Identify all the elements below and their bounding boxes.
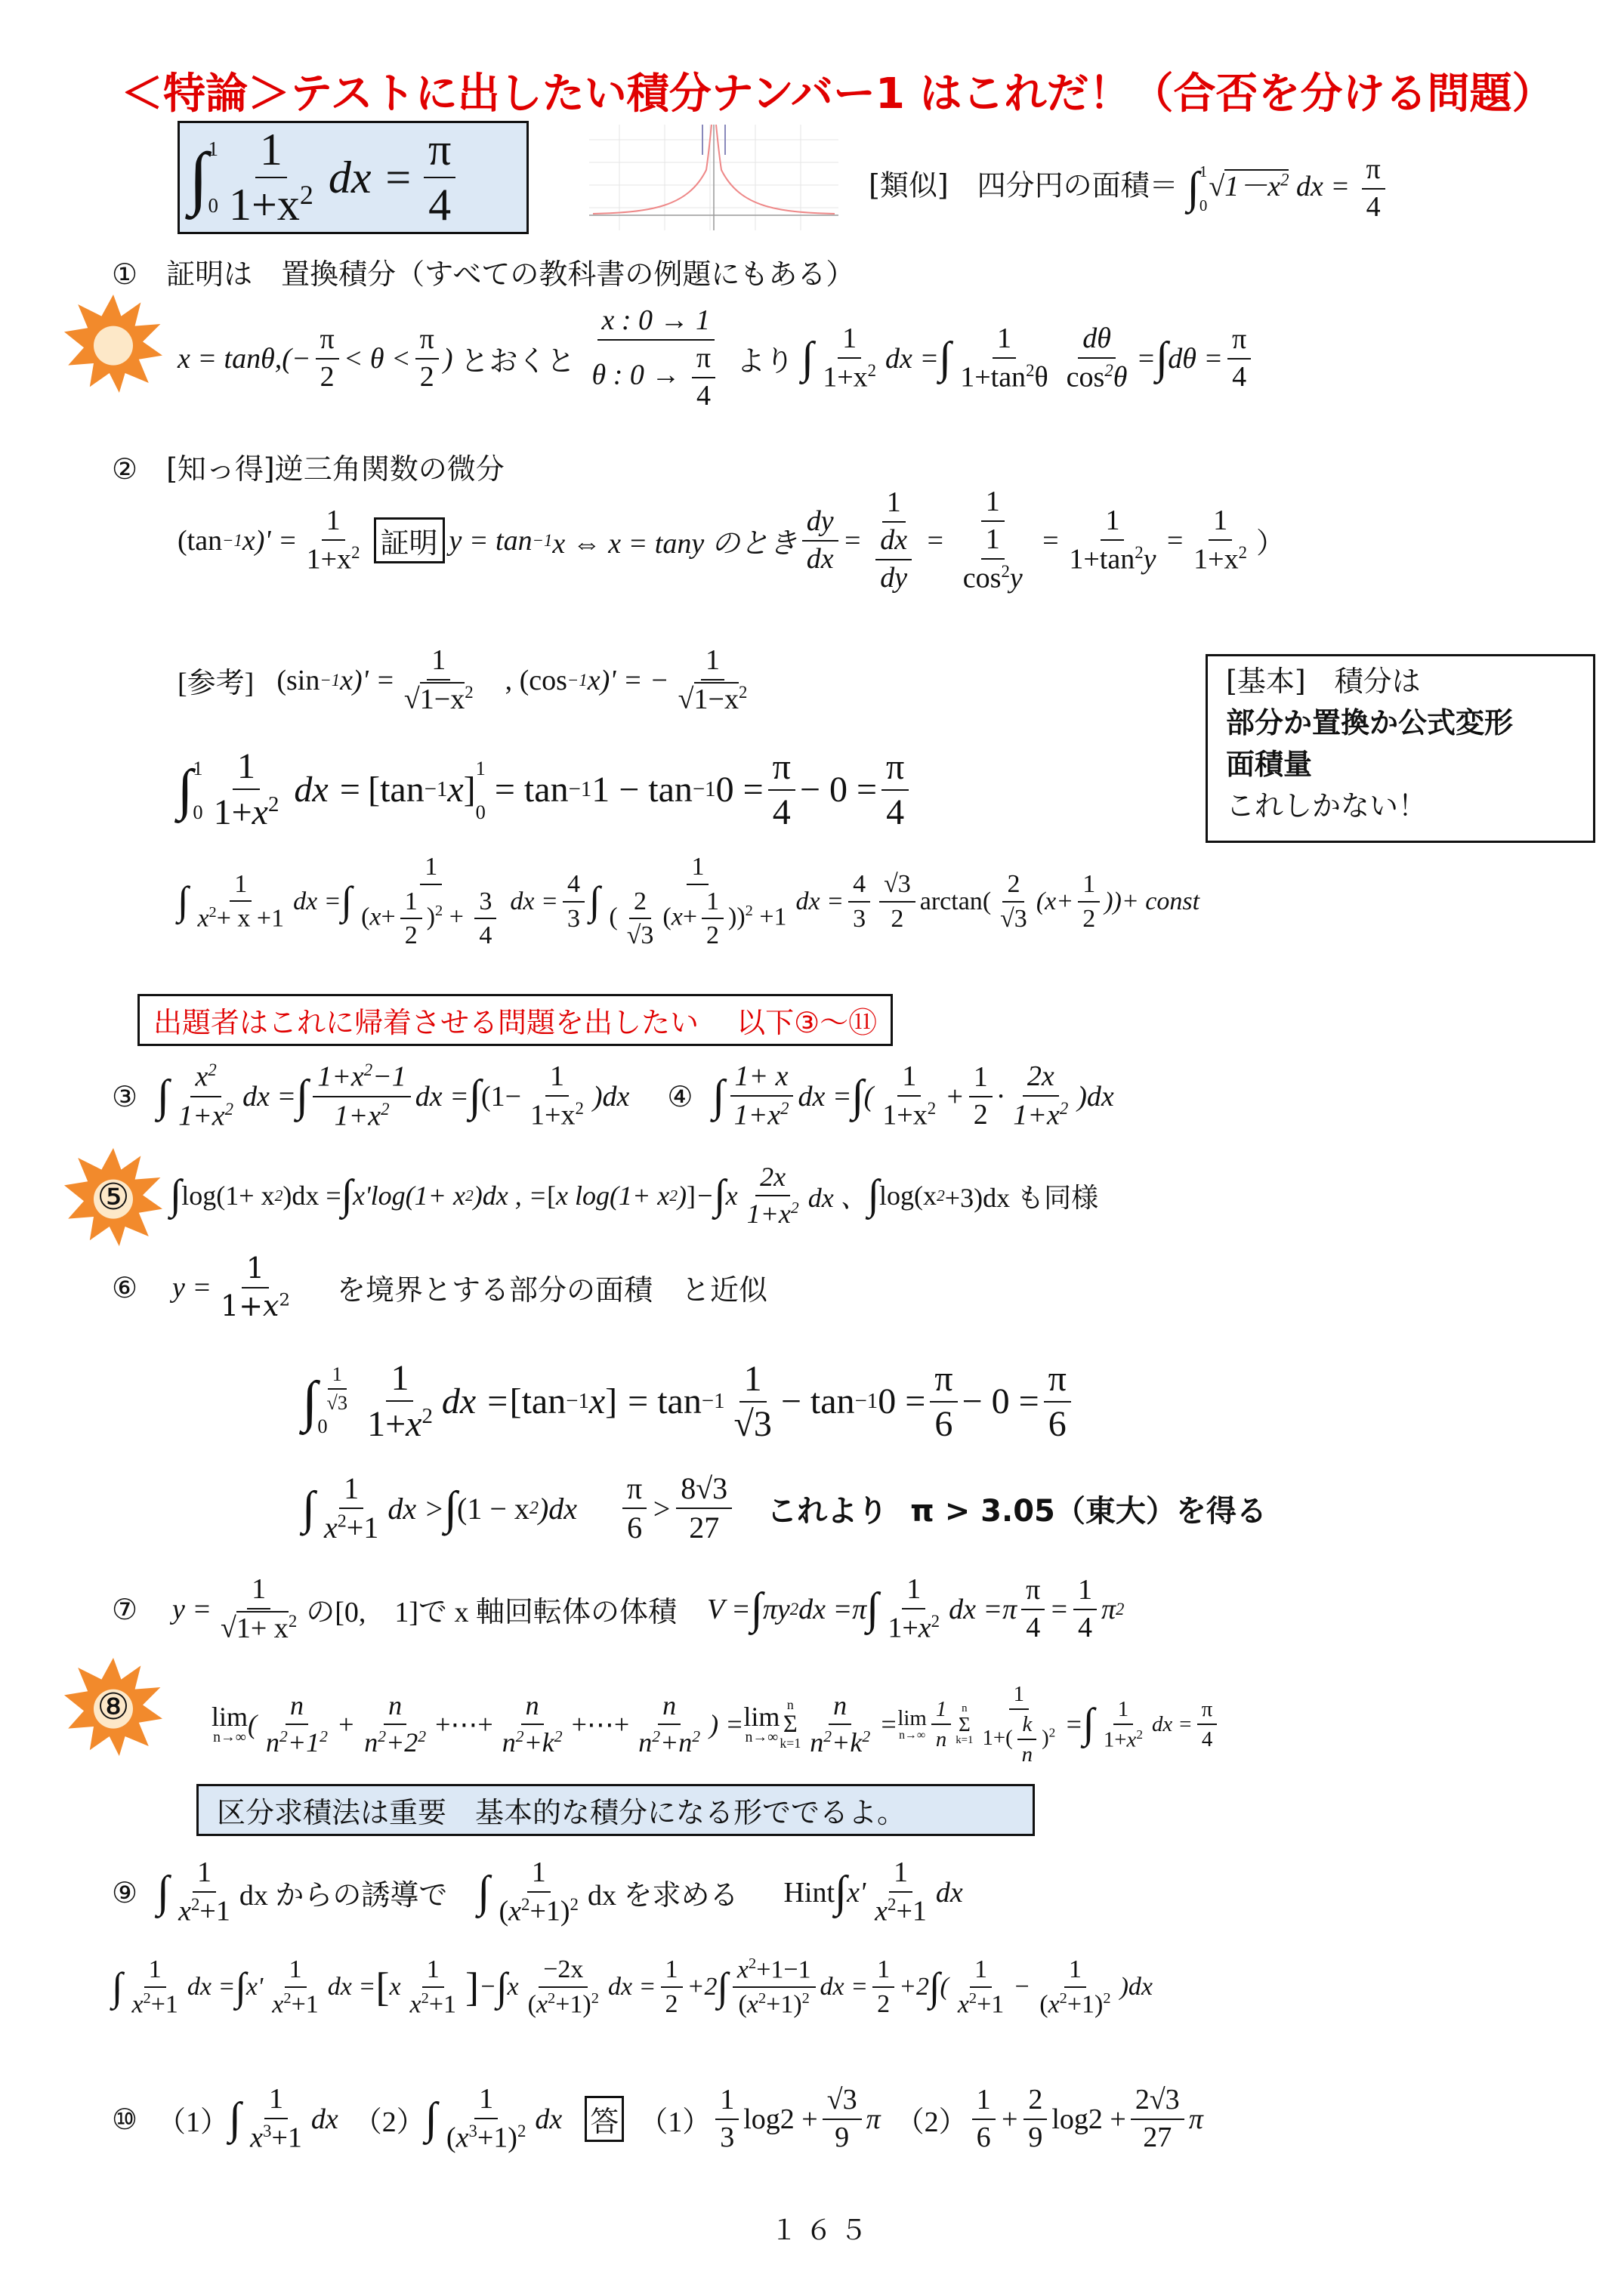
one: 1 bbox=[1209, 506, 1232, 541]
denominator: 1+x bbox=[823, 361, 868, 393]
ratio-num: 8√3 bbox=[676, 1473, 732, 1509]
section-9-heading: ⑨ ∫ $\frac{1}{x^2+1}$ dx からの誘導で ∫ $\frac{1}{(x^2+1)^2}$ dx を求める Hint ∫ x' $\frac{1}{x^2+1}$ dx bbox=[112, 1856, 963, 1927]
graph-thumbnail bbox=[589, 125, 838, 230]
similar-four: 4 bbox=[1366, 190, 1381, 223]
dx-eq-pi: dx =π bbox=[949, 1593, 1017, 1625]
basic-line-1: [基本] 積分は bbox=[1226, 665, 1421, 698]
minus-zero: − 0 = bbox=[799, 770, 878, 810]
section-number: ⑩ bbox=[112, 2102, 138, 2136]
section-8-formula: lim n→∞ ( $\frac{n}{n^2+1^2}$ + $\frac{n}{n^2+2^2}$ +⋯+ $\frac{n}{n^2+k^2}$ +⋯+ $\frac{n}{n^2+n^2}$ ) = lim n→∞ n Σ k=1 $\frac{n}{n^2+k^2}$ = lim n→∞ $\frac{1}{n}$ n Σ k=1 1 1+( $\frac{k}{n}$ )$^2$ = ∫ $\frac{1}{1+x^2}$ dx = $\frac{\pi}{4}$ bbox=[211, 1683, 1221, 1767]
sqrt3: √3 bbox=[326, 1390, 348, 1414]
dy: dy bbox=[802, 507, 838, 542]
section-6-area: ∫ $\frac{1}{√3}$ 0 $\frac{1}{1+x^2}$ dx = [tan −1 x ] = tan −1 $\frac{1}{√3}$ − tan −1 0 = $\frac{\pi}{6}$ − 0 = $\frac{\pi}{6}$ bbox=[302, 1359, 1076, 1444]
page-number: １６５ bbox=[770, 2215, 875, 2246]
den: 1+x bbox=[733, 1099, 781, 1131]
lower-limit: 0 bbox=[208, 194, 218, 217]
section-number: ⑨ bbox=[112, 1875, 138, 1909]
section-5-formula: ∫ log(1+ x 2 )dx = ∫ x'log(1+ x 2 )dx , = [ x log(1+ x 2 ) ] − ∫ x $\frac{2x}{1+x^2}$ dx 、 ∫ log(x 2 +3)dx も同様 bbox=[170, 1162, 1099, 1229]
part-2: （2） bbox=[353, 2106, 425, 2139]
lim: lim bbox=[211, 1702, 249, 1733]
four: 4 bbox=[848, 871, 870, 903]
pi: π bbox=[1188, 2103, 1203, 2135]
paren-close: )dx bbox=[1077, 1080, 1114, 1113]
section-text: 証明は 置換積分（すべての教科書の例題にもある） bbox=[166, 258, 855, 291]
num-2x: 2x bbox=[755, 1163, 790, 1196]
red-note: 出題者はこれに帰着させる問題を出したい 以下③〜⑪ bbox=[137, 994, 893, 1046]
section-1-heading bbox=[112, 251, 854, 292]
one: 1 bbox=[739, 1360, 767, 1403]
basic-line-3: 面積量 bbox=[1226, 748, 1313, 782]
headline-pi: π bbox=[424, 126, 455, 178]
x: x bbox=[389, 1973, 401, 2001]
pi: π bbox=[692, 344, 715, 378]
cos: cos bbox=[962, 562, 1002, 594]
four: 4 bbox=[563, 871, 585, 903]
section-6-heading: ⑥ y = $\frac{1}{1+x^2}$ を境界とする部分の面積 と近似 bbox=[112, 1251, 768, 1322]
den: 1+x bbox=[530, 1099, 576, 1131]
section-10: ⑩ （1） ∫ $\frac{1}{x^3+1}$ dx （2） ∫ $\frac{1}{(x^3+1)^2}$ dx 答 （1） $\frac{1}{3}$ log2 + $\frac{√3}{9}$ π （2） $\frac{1}{6}$ + $\frac{2}{9}$ log2 + $\frac{2√3}{27}$ π bbox=[112, 2083, 1203, 2154]
similar-pi: π bbox=[1362, 155, 1385, 190]
n: n bbox=[658, 1692, 681, 1725]
one: 1 bbox=[702, 888, 724, 920]
basic-line-2: 部分か置換か公式変形 bbox=[1226, 706, 1514, 740]
part-1: （1） bbox=[157, 2106, 230, 2139]
dx-equal: dx = bbox=[795, 887, 844, 915]
k1: k=1 bbox=[780, 1735, 801, 1751]
six: 6 bbox=[627, 1511, 643, 1545]
similar-upper: 1 bbox=[1199, 162, 1208, 181]
k: k bbox=[1017, 1713, 1036, 1740]
one: 1 bbox=[882, 488, 906, 523]
pi-y: πy bbox=[762, 1593, 790, 1625]
section-number: ⑥ bbox=[112, 1270, 138, 1304]
root: 1+ x bbox=[236, 1612, 289, 1644]
nine: 9 bbox=[1028, 2121, 1043, 2153]
two-sqrt3: 2√3 bbox=[1131, 2085, 1184, 2120]
x-prime: x' bbox=[245, 1973, 264, 2001]
two: 2 bbox=[1082, 904, 1096, 933]
one-minus-tan: 1 − tan bbox=[591, 770, 693, 810]
section-1-formula: x = tanθ,(− $\frac{\pi}{2}$ < θ < $\frac{\pi}{2}$ ) とおくと x : 0 → 1 θ : 0 → $\frac{\pi}{4}$ より ∫ $\frac{1}{1+x^2}$ dx = ∫ $\frac{1}{1+\tan^2\theta}$ $\frac{d\theta}{\cos^2\theta}$ = ∫ dθ = $\frac{\pi}{4}$ bbox=[178, 306, 1255, 412]
paren-open: ( bbox=[863, 1080, 874, 1113]
dx-pi: dx =π bbox=[798, 1593, 867, 1625]
paren: ) bbox=[443, 342, 453, 375]
n: n bbox=[286, 1692, 308, 1725]
sin: (sin bbox=[276, 664, 320, 696]
x-prime: x' bbox=[847, 1876, 866, 1909]
sqrt3: √3 bbox=[879, 871, 915, 903]
headline-four: 4 bbox=[428, 180, 452, 230]
x: x bbox=[197, 904, 209, 933]
page-title: ＜特論＞テストに出したい積分ナンバー1 はこれだ！（合否を分ける問題） bbox=[121, 69, 1555, 119]
den: 1+x bbox=[882, 1099, 928, 1131]
num: 1+ x bbox=[730, 1062, 793, 1097]
volume: V = bbox=[707, 1593, 751, 1625]
dx: dx bbox=[875, 526, 912, 560]
part-2: （2） bbox=[895, 2106, 968, 2139]
arctan: arctan bbox=[919, 887, 983, 915]
dx-equal: dx = bbox=[510, 887, 558, 915]
yori-text: より bbox=[736, 346, 795, 378]
eval-tan: = tan bbox=[494, 770, 569, 810]
section-2-formula: (tan −1 x)' = $\frac{1}{1+x^2}$ 証明 y = tan −1 x ⇔ x = tany のとき $\frac{dy}{dx}$ = $\frac{1}{\frac{dx}{dy}}$ = $\frac{1}{\frac{1}{\cos^2y}}$ = $\frac{1}{1+\tan^2y}$ = $\frac{1}{1+x^2}$ ） bbox=[178, 486, 1286, 594]
lim: lim bbox=[897, 1706, 927, 1731]
x: x bbox=[250, 2122, 264, 2154]
bracket-term: x log(1+ x bbox=[556, 1180, 670, 1211]
two: 2 bbox=[419, 360, 434, 393]
lim-sub: n→∞ bbox=[213, 1729, 246, 1746]
one: 1 bbox=[427, 646, 450, 680]
num-2x: 2x bbox=[1023, 1062, 1059, 1097]
section-number: ④ bbox=[667, 1079, 693, 1113]
root: 1−x bbox=[419, 683, 465, 715]
tan-den: 1+tan bbox=[1069, 543, 1135, 576]
four: 4 bbox=[1232, 360, 1247, 393]
num: 1+x bbox=[317, 1060, 364, 1093]
pi: π bbox=[316, 325, 339, 360]
n: n bbox=[829, 1692, 851, 1725]
sqrt3: √3 bbox=[626, 921, 654, 950]
one: 1 bbox=[981, 525, 1005, 560]
plus-minus: +1−1 bbox=[756, 1955, 811, 1984]
n: n bbox=[266, 1727, 280, 1758]
num: −2x bbox=[539, 1956, 588, 1988]
section-number: ① bbox=[112, 258, 138, 291]
den: 1+x bbox=[178, 1100, 225, 1132]
definition-b: x ⇔ x = tany のとき bbox=[552, 528, 798, 560]
cos: , (cos bbox=[505, 664, 567, 696]
zero-equal: 0 = bbox=[715, 770, 764, 810]
log2: log2 + bbox=[743, 2103, 818, 2135]
starburst-icon bbox=[64, 295, 162, 393]
six: 6 bbox=[1048, 1403, 1067, 1444]
ineq-dx: )dx bbox=[538, 1491, 578, 1526]
y: y bbox=[1143, 543, 1156, 576]
dots: +⋯+ bbox=[435, 1709, 493, 1740]
six: 6 bbox=[934, 1403, 953, 1444]
basic-box bbox=[1206, 654, 1595, 843]
dtheta-equal: dθ = bbox=[1168, 342, 1224, 375]
similar-root: 1－x bbox=[1224, 170, 1281, 202]
hint-label: Hint bbox=[783, 1876, 835, 1909]
two: 2 bbox=[1002, 871, 1024, 903]
four: 4 bbox=[696, 379, 711, 412]
paren-open: (1− bbox=[480, 1080, 522, 1113]
headline-denominator: 1+x bbox=[228, 180, 300, 230]
proof-label: 証明 bbox=[374, 517, 445, 563]
dy: dy bbox=[880, 561, 908, 594]
dots: +⋯+ bbox=[571, 1709, 630, 1740]
find-text: dx を求める bbox=[587, 1880, 739, 1912]
reference-line: [参考] (sin −1 x)' = $\frac{1}{√1-x^2}$ , (cos −1 x)' = − $\frac{1}{√1-x^2}$ bbox=[178, 644, 748, 715]
const: + const bbox=[1121, 887, 1200, 915]
range-x: x : 0 → 1 bbox=[597, 306, 715, 341]
section-number: ⑦ bbox=[112, 1592, 138, 1626]
minus-one: −1 bbox=[372, 1060, 406, 1093]
den: 1+x bbox=[334, 1100, 381, 1132]
numerator: 1 bbox=[838, 324, 861, 359]
four: 4 bbox=[479, 921, 492, 950]
dx-equal: dx = bbox=[885, 342, 940, 375]
one: 1 bbox=[328, 1364, 347, 1390]
integral-sign: ∫ bbox=[189, 138, 208, 217]
dx-comma: )dx , = bbox=[473, 1180, 547, 1211]
definition: y = tan bbox=[449, 524, 533, 557]
substitution-ineq: < θ < bbox=[343, 342, 411, 375]
n: n bbox=[384, 1692, 406, 1725]
sin-b: x)' = bbox=[340, 664, 395, 696]
twenty-seven: 27 bbox=[1143, 2121, 1172, 2153]
headline-formula-box: ∫ 1 0 $\frac{1}{1+x^2}$ dx = $\frac{\pi}{4}$ bbox=[178, 121, 529, 234]
dx: dx bbox=[806, 542, 834, 575]
blue-note: 区分求積法は重要 基本的な積分になる形ででるよ。 bbox=[196, 1784, 1035, 1836]
section-7: ⑦ y = $\frac{1}{√1+ x^2}$ の[0, 1]で x 軸回転体の体積 V = ∫ πy 2 dx =π ∫ $\frac{1}{1+x^2}$ dx =π $\frac{\pi}{4}$ = $\frac{1}{4}$ π 2 bbox=[112, 1573, 1125, 1644]
section-number: ③ bbox=[112, 1079, 138, 1113]
three: 3 bbox=[853, 904, 866, 933]
bracket-tan: tan bbox=[380, 770, 425, 810]
cos: cos bbox=[1066, 361, 1105, 393]
two: 2 bbox=[1023, 2085, 1047, 2120]
two: 2 bbox=[891, 904, 904, 933]
den: 1+x bbox=[1013, 1099, 1060, 1131]
headline-numerator: 1 bbox=[255, 126, 287, 178]
section-9-formula: ∫ $\frac{1}{x^2+1}$ dx = ∫ x' $\frac{1}{x^2+1}$ dx = [ x $\frac{1}{x^2+1}$ ] − ∫ x $\frac{-2x}{(x^2+1)^2}$ dx = $\frac{1}{2}$ +2 ∫ $\frac{x^2+1-1}{(x^2+1)^2}$ dx = $\frac{1}{2}$ +2 ∫ ( $\frac{1}{x^2+1}$ − $\frac{1}{(x^2+1)^2}$ )dx bbox=[112, 1955, 1153, 2019]
dtheta: dθ bbox=[1078, 324, 1116, 359]
similar-dx: dx = bbox=[1295, 170, 1350, 202]
basic-line-4: これしかない！ bbox=[1226, 789, 1428, 823]
section-number: ② bbox=[112, 452, 138, 486]
two: 2 bbox=[706, 921, 719, 950]
one: 1 bbox=[1101, 506, 1124, 541]
similar-lower: 0 bbox=[1199, 196, 1208, 214]
section-3-4: ③ ∫ $\frac{x^2}{1+x^2}$ dx = ∫ $\frac{1+x^2-1}{1+x^2}$ dx = ∫ (1− $\frac{1}{1+x^2}$ )dx ④ ∫ $\frac{1+ x}{1+x^2}$ dx = ∫ ( $\frac{1}{1+x^2}$ + $\frac{1}{2}$ · $\frac{2x}{1+x^2}$ )dx bbox=[112, 1060, 1114, 1132]
log-term: log(1+ x bbox=[181, 1180, 275, 1211]
section-6-ineq: ∫ $\frac{1}{x^2+1}$ dx > ∫ (1 − x 2 )dx $\frac{\pi}{6}$ > $\frac{8√3}{27}$ これより π > 3.05（東大）を得る bbox=[302, 1471, 1267, 1545]
starburst-icon bbox=[64, 1658, 162, 1756]
one: 1 bbox=[1078, 871, 1100, 903]
log2: log2 + bbox=[1051, 2103, 1126, 2135]
headline-dx: dx = bbox=[328, 152, 413, 202]
range-theta: θ : 0 → bbox=[591, 359, 681, 391]
n: n bbox=[521, 1692, 544, 1725]
same-note: +3)dx も同様 bbox=[944, 1182, 1099, 1213]
dx-comma2: dx 、 bbox=[807, 1182, 868, 1213]
ratio-den: 27 bbox=[689, 1511, 720, 1545]
pi: π bbox=[866, 2103, 881, 2135]
starburst-icon bbox=[64, 1148, 162, 1246]
two: 2 bbox=[877, 1990, 891, 2019]
dx-equal: dx = bbox=[293, 887, 341, 915]
tan-denominator: 1+tan bbox=[960, 361, 1027, 393]
three: 3 bbox=[567, 904, 580, 933]
sqrt3: √3 bbox=[733, 1403, 772, 1444]
lim-sub: n→∞ bbox=[745, 1729, 779, 1746]
section-text: を境界とする部分の面積 と近似 bbox=[337, 1273, 768, 1307]
two: 2 bbox=[665, 1990, 678, 2019]
similar-line: [類似] 四分円の面積＝ ∫ 1 0 $√1-x^2$ dx = $\frac{\pi}{4}$ bbox=[869, 155, 1390, 223]
x: x bbox=[195, 1060, 208, 1093]
one: 1 bbox=[981, 487, 1005, 522]
induction-text: dx からの誘導で bbox=[239, 1880, 448, 1912]
tan-lhs: (tan bbox=[178, 524, 223, 557]
denominator: 1+x bbox=[1193, 543, 1239, 576]
answer-label: 答 bbox=[585, 2096, 624, 2142]
part-1: （1） bbox=[639, 2106, 712, 2139]
section-number: ⑧ bbox=[97, 1686, 130, 1728]
by-parts: x'log(1+ x bbox=[352, 1180, 465, 1211]
two: 2 bbox=[320, 360, 335, 393]
sqrt3: √3 bbox=[823, 2085, 862, 2120]
similar-label: [類似] 四分円の面積＝ bbox=[869, 168, 1178, 202]
section-text: の[0, 1]で x 軸回転体の体積 bbox=[306, 1597, 678, 1629]
ineq-integrand: (1 − x bbox=[457, 1491, 529, 1526]
section-number: ⑤ bbox=[97, 1176, 130, 1218]
sigma: Σ bbox=[783, 1711, 798, 1739]
y-equal: y = bbox=[172, 1271, 212, 1304]
section-text: [知っ得]逆三角関数の微分 bbox=[166, 452, 505, 486]
quadratic-integral: ∫ $\frac{1}{x^2+ x +1}$ dx = ∫ 1 (x+ $\frac{1}{2}$ )$^2$ + $\frac{3}{4}$ dx = $\frac{4}{3}$ ∫ 1 ( $\frac{2}{√3}$ (x+ $\frac{1}{2}$ ))$^2$ +1 dx = $\frac{4}{3}$ $\frac{√3}{2}$ arctan ( $\frac{2}{√3}$ ( x + $\frac{1}{2}$ )) + const bbox=[178, 853, 1200, 950]
denominator: 1+x bbox=[306, 543, 352, 576]
lim: lim bbox=[743, 1702, 780, 1733]
tail: + x +1 bbox=[216, 904, 285, 933]
substitution: x = tanθ,(− bbox=[178, 342, 311, 375]
upper-limit: 1 bbox=[208, 137, 218, 160]
lim-sub: n→∞ bbox=[899, 1728, 926, 1742]
paren-close: )dx bbox=[592, 1080, 630, 1113]
log-term2: log(x bbox=[878, 1180, 937, 1211]
pi: π bbox=[1101, 1593, 1116, 1625]
okuto-text: とおくと bbox=[460, 346, 576, 378]
section-2-heading bbox=[112, 446, 505, 487]
pi: π bbox=[1227, 325, 1251, 360]
y-equal: y = bbox=[172, 1593, 212, 1625]
nine: 9 bbox=[835, 2121, 850, 2153]
dx-equal: )dx = bbox=[283, 1180, 341, 1211]
three: 3 bbox=[474, 888, 496, 920]
root: 1−x bbox=[693, 683, 739, 715]
two: 2 bbox=[404, 921, 418, 950]
two: 2 bbox=[629, 888, 651, 920]
one: 1 bbox=[400, 888, 422, 920]
six: 6 bbox=[976, 2121, 991, 2153]
cos-b: x)' = − bbox=[587, 664, 669, 696]
conclusion: これより bbox=[767, 1493, 888, 1529]
pi: π bbox=[415, 325, 439, 360]
one: 1 bbox=[322, 506, 345, 541]
result: π > 3.05（東大）を得る bbox=[910, 1493, 1267, 1529]
one: 1 bbox=[701, 646, 724, 680]
reference-label: [参考] bbox=[178, 668, 255, 700]
close-paren: ） bbox=[1256, 528, 1286, 560]
tan-lhs-b: x)' = bbox=[242, 524, 298, 557]
numerator: 1 bbox=[993, 324, 1016, 359]
sqrt3: √3 bbox=[1000, 904, 1027, 933]
tan-integral: ∫ 1 0 $\frac{1}{1+x^2}$ dx = [ tan −1 x ] 1 0 = tan −1 1 − tan −1 0 = $\frac{\pi}{4}$ − 0 = $\frac{\pi}{4}$ bbox=[178, 748, 913, 832]
minus: − bbox=[696, 1180, 715, 1211]
